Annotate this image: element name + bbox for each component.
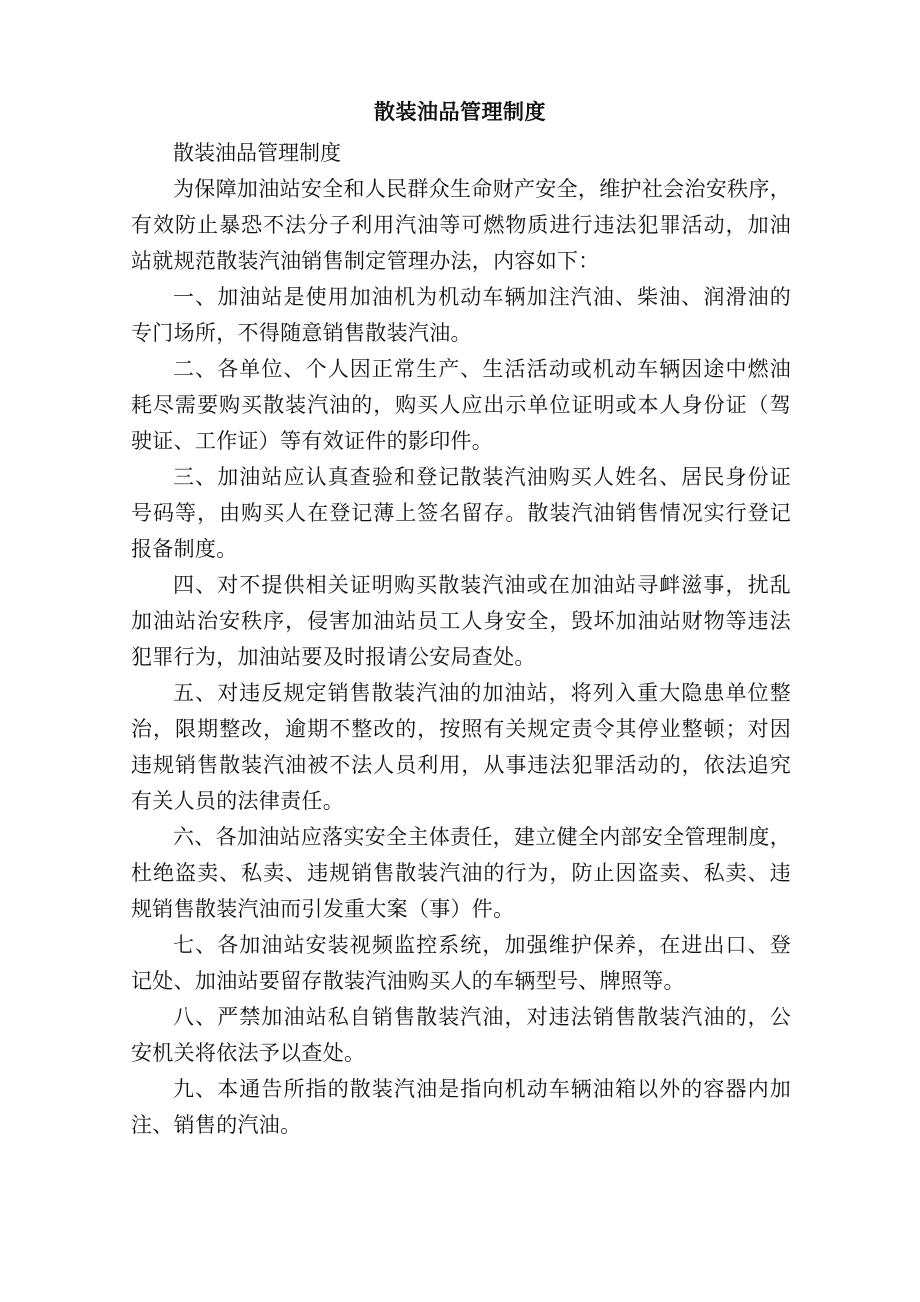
- document-title: 散装油品管理制度: [374, 100, 546, 124]
- clause-7: 七、各加油站安装视频监控系统，加强维护保养，在进出口、登 记处、加油站要留存散装汽油购买人的车辆型号、牌照等。: [131, 933, 805, 993]
- clause-3: 三、加油站应认真查验和登记散装汽油购买人姓名、居民身份证 号码等，由购买人在登记薄上签名留存。散装汽油销售情况实行登记 报备制度。: [131, 465, 805, 561]
- clause-8: 八、严禁加油站私自销售散装汽油，对违法销售散装汽油的，公 安机关将依法予以查处。: [131, 1005, 805, 1065]
- clause-2: 二、各单位、个人因正常生产、生活活动或机动车辆因途中燃油 耗尽需要购买散装汽油的，购买人应出示单位证明或本人身份证（驾 驶证、工作证）等有效证件的影印件。: [131, 357, 805, 453]
- clause-5: 五、对违反规定销售散装汽油的加油站，将列入重大隐患单位整 治，限期整改，逾期不整改的，按照有关规定责令其停业整顿；对因 违规销售散装汽油被不法人员利用，从事违法犯罪活动的，依法追究 有关人员的法律责任。: [131, 681, 805, 813]
- document-subtitle: 散装油品管理制度: [173, 141, 341, 165]
- intro-paragraph: 为保障加油站安全和人民群众生命财产安全，维护社会治安秩序， 有效防止暴恐不法分子利用汽油等可燃物质进行违法犯罪活动，加油 站就规范散装汽油销售制定管理办法，内容如下：: [131, 177, 805, 273]
- clause-1: 一、加油站是使用加油机为机动车辆加注汽油、柴油、润滑油的 专门场所，不得随意销售散装汽油。: [131, 285, 805, 345]
- document-body: [131, 136, 805, 1143]
- clause-4: 四、对不提供相关证明购买散装汽油或在加油站寻衅滋事，扰乱 加油站治安秩序，侵害加油站员工人身安全，毁坏加油站财物等违法 犯罪行为，加油站要及时报请公安局查处。: [131, 573, 805, 669]
- clause-9: 九、本通告所指的散装汽油是指向机动车辆油箱以外的容器内加 注、销售的汽油。: [131, 1077, 805, 1137]
- clause-6: 六、各加油站应落实安全主体责任，建立健全内部安全管理制度， 杜绝盗卖、私卖、违规销售散装汽油的行为，防止因盗卖、私卖、违 规销售散装汽油而引发重大案（事）件。: [131, 825, 805, 921]
